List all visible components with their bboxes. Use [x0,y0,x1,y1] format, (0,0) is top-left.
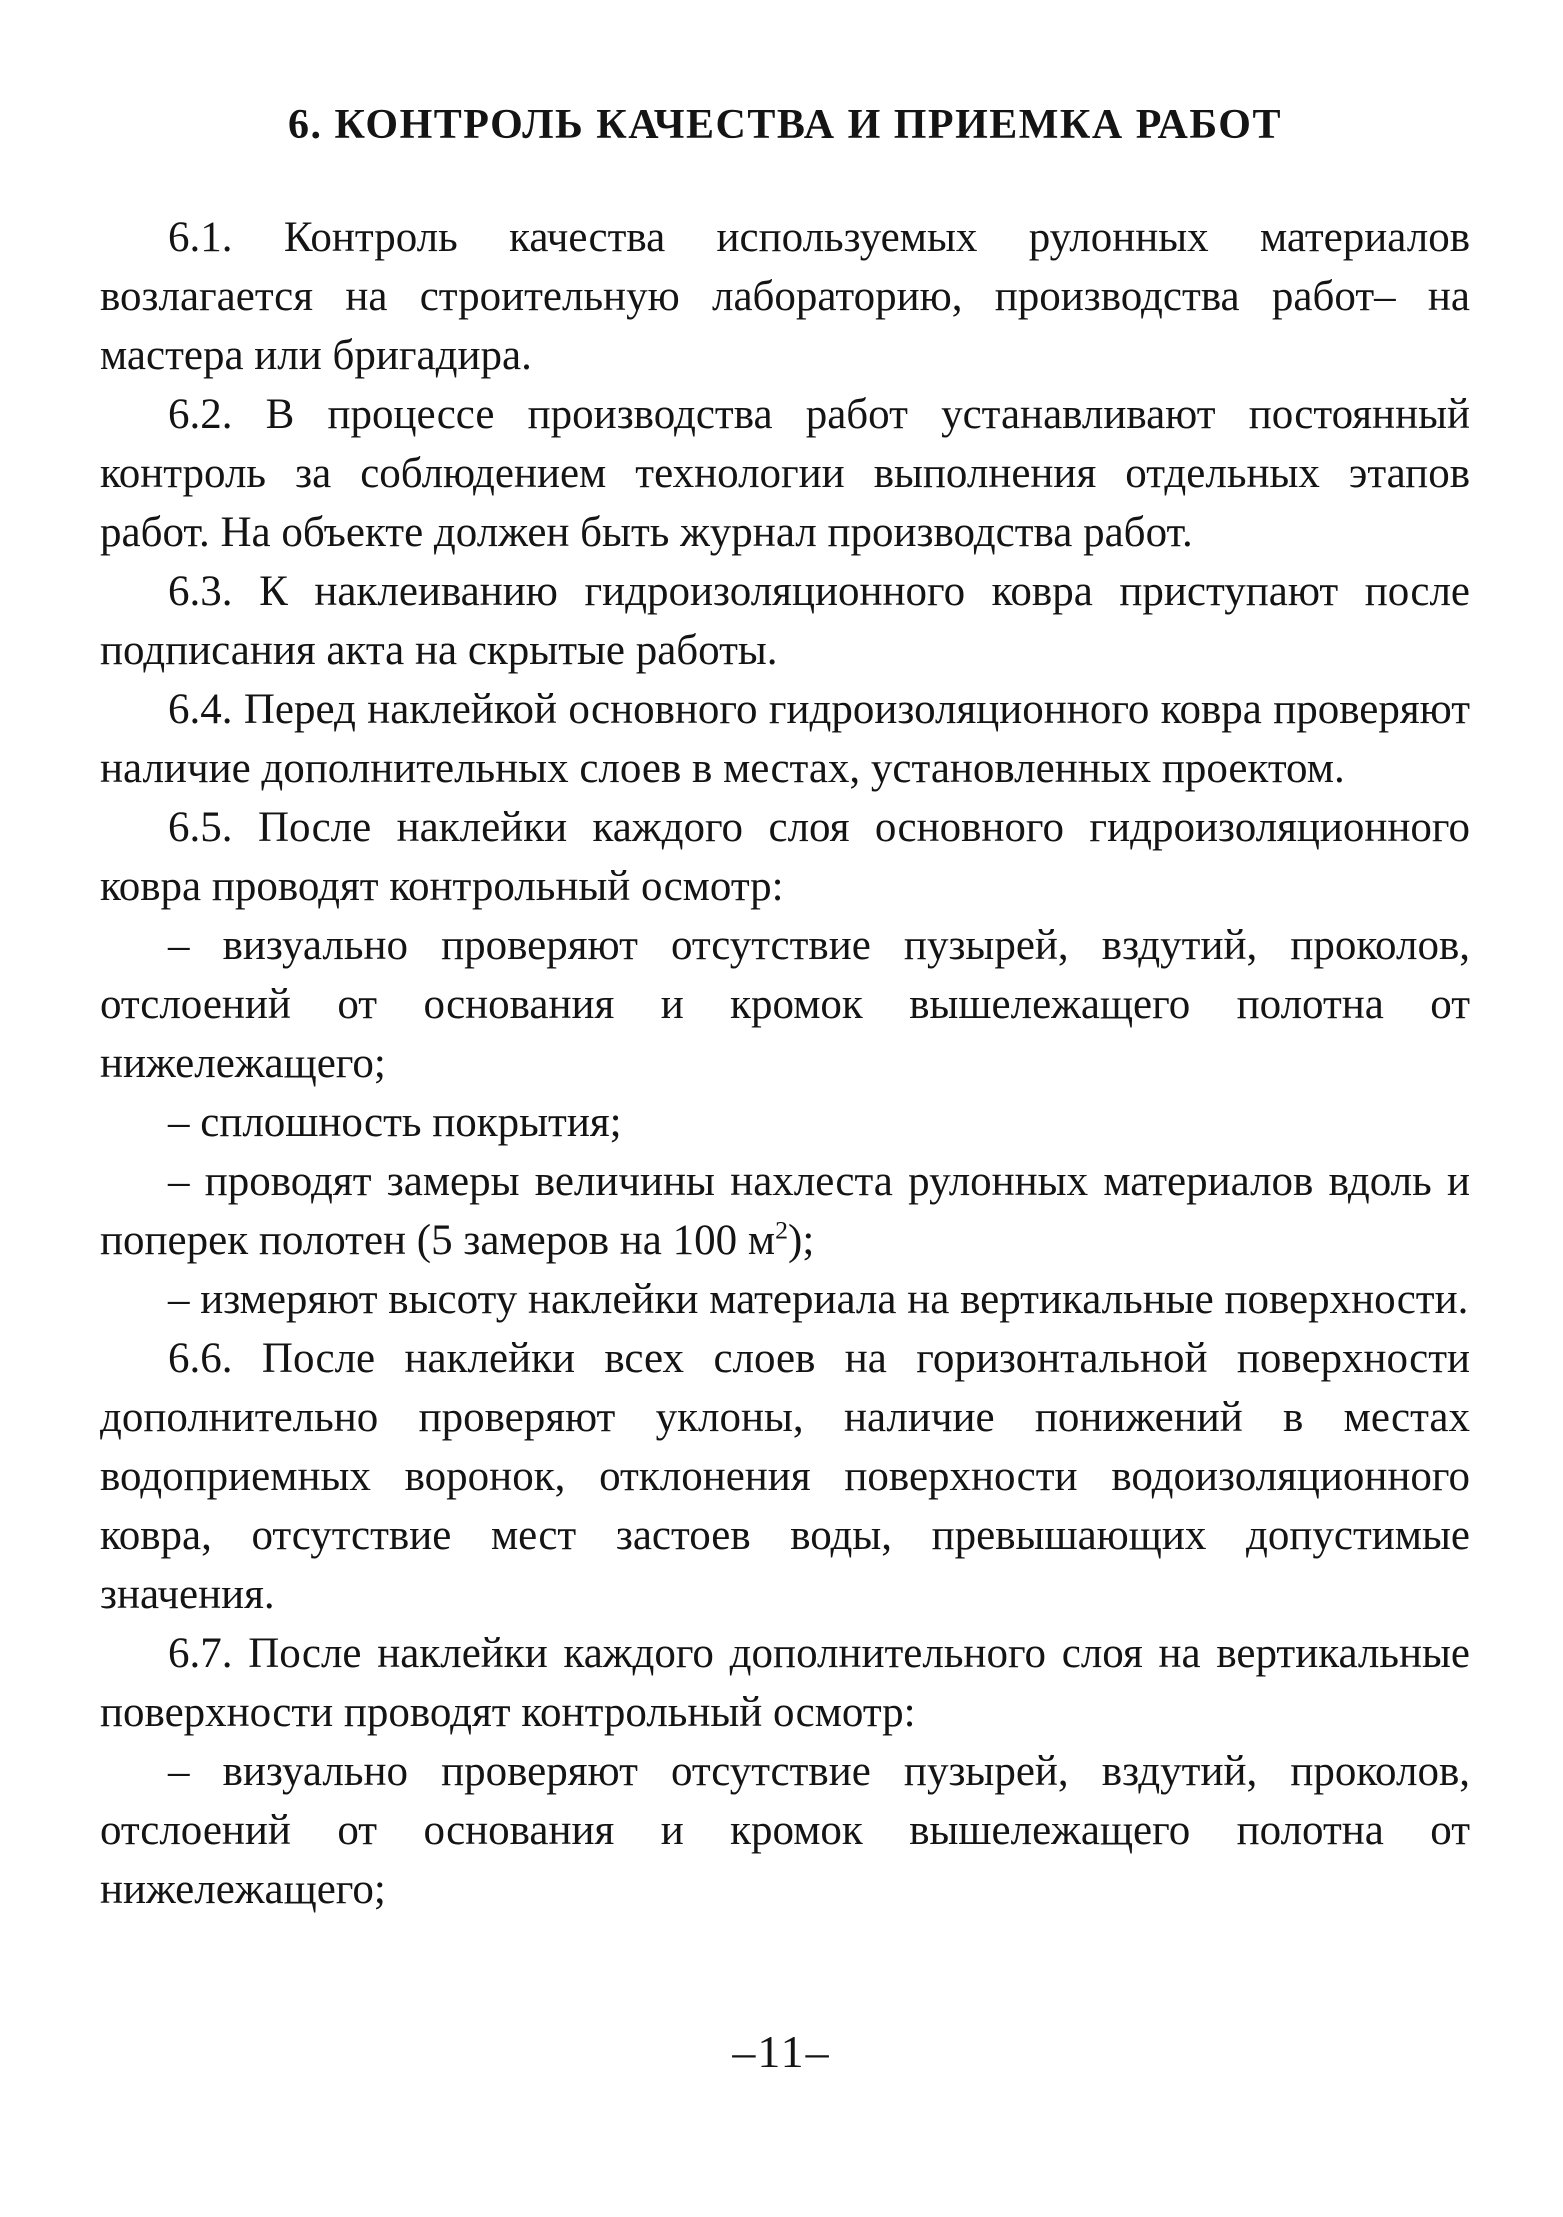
list-item-height-measurement: – измеряют высоту наклейки материала на вертикальные поверхности. [168,1276,1469,1324]
paragraph-6-7: 6.7. После наклейки каждого дополнительного слоя на вертикальные поверхности проводят контрольный осмотр: [100,1630,1470,1737]
list-item-continuity: – сплошность покрытия; [168,1099,622,1147]
paragraph-6-6: 6.6. После наклейки всех слоев на горизонтальной поверхности дополнительно проверяют уклоны, наличие понижений в местах водоприемных воронок, отклонения поверхности водоизоляционного ковра, отсутствие мест застоев воды, превышающих допустимые значения. [100,1335,1470,1619]
overlap-text: – проводят замеры величины нахлеста рулонных материалов вдоль и поперек полотен (5 замеров на 100 м [100,1158,1470,1265]
superscript-2: 2 [775,1216,789,1246]
document-page [100,100,1470,1919]
paragraph-6-1: 6.1. Контроль качества используемых рулонных материалов возлагается на строительную лабораторию, производства работ– на мастера или бригадира. [100,214,1470,380]
list-item-overlap-measurement [100,1152,1470,1270]
paragraph-6-3: 6.3. К наклеиванию гидроизоляционного ковра приступают после подписания акта на скрытые работы. [100,568,1470,675]
list-item-visual-check: – визуально проверяют отсутствие пузырей, вздутий, проколов, отслоений от основания и кромок вышележащего полотна от нижележащего; [100,922,1470,1088]
paragraph-6-2: 6.2. В процессе производства работ устанавливают постоянный контроль за соблюдением технологии выполнения отдельных этапов работ. На объекте должен быть журнал производства работ. [100,391,1470,557]
overlap-suffix: ); [788,1217,815,1265]
paragraph-6-5: 6.5. После наклейки каждого слоя основного гидроизоляционного ковра проводят контрольный осмотр: [100,804,1470,911]
page-number: –11– [732,2026,831,2077]
paragraph-6-4: 6.4. Перед наклейкой основного гидроизоляционного ковра проверяют наличие дополнительных слоев в местах, установленных проектом. [100,686,1470,793]
section-heading: 6. КОНТРОЛЬ КАЧЕСТВА И ПРИЕМКА РАБОТ [288,102,1282,148]
list-item-visual-check-2: – визуально проверяют отсутствие пузырей, вздутий, проколов, отслоений от основания и кромок вышележащего полотна от нижележащего; [100,1748,1470,1914]
